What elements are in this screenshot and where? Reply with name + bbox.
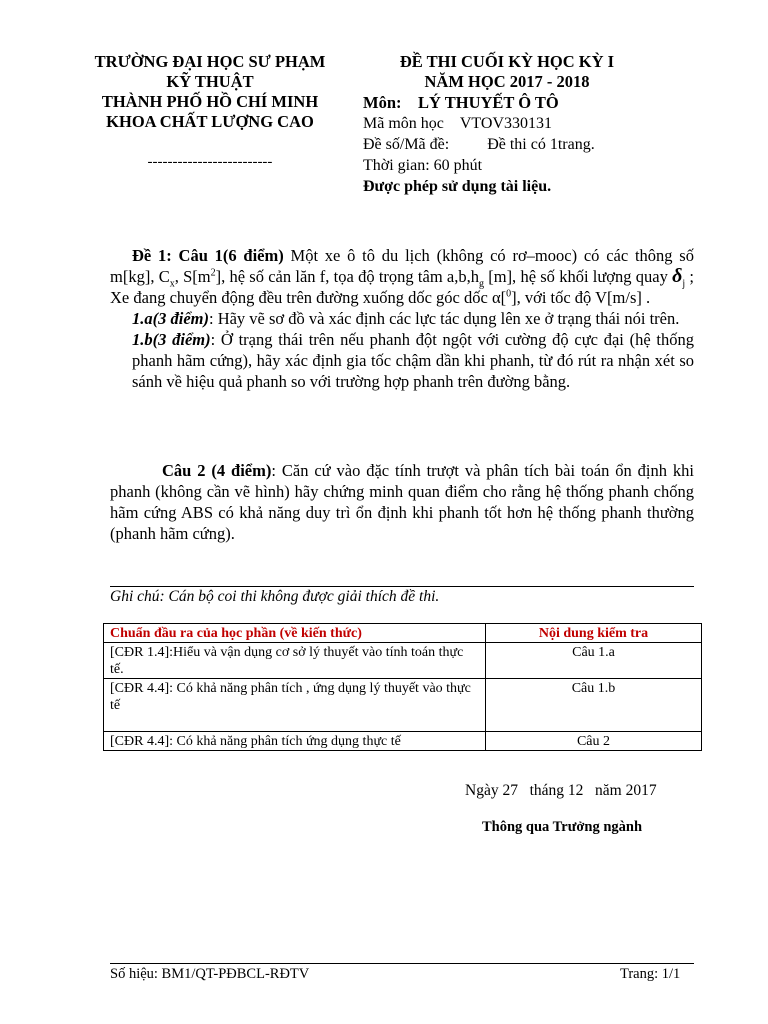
school-header — [70, 52, 350, 172]
subject-label: Môn: — [363, 93, 402, 112]
content-column-header: Nội dung kiểm tra — [486, 624, 702, 643]
document-code: Số hiệu: BM1/QT-PĐBCL-RĐTV — [110, 966, 310, 982]
exam-number-label: Đề số/Mã đề: — [363, 136, 450, 153]
table-header-row — [104, 624, 702, 643]
exam-title — [362, 52, 652, 92]
outcome-cell: [CĐR 1.4]:Hiểu và vận dụng cơ sở lý thuyết vào tính toán thực tế. — [104, 643, 486, 679]
alpha-superscript: 0 — [506, 288, 512, 300]
content-cell: Câu 1.a — [486, 643, 702, 679]
exam-info — [363, 92, 595, 197]
duration: Thời gian: 60 phút — [363, 157, 483, 174]
question-1-text-a: Một xe ô tô du lịch (không có rơ–mooc) có các thông số m[kg], C — [110, 246, 694, 286]
cx-subscript: x — [169, 278, 175, 290]
question-1 — [110, 245, 694, 392]
question-2-body: : Căn cứ vào đặc tính trượt và phân tích bài toán ổn định khi phanh (không cần vẽ hình) hãy chứng minh quan điểm cho rằng hệ thống phanh chống hãm cứng ABS có khả năng duy trì ổn định khi phanh tốt hơn hệ thống phanh thường (phanh hãm cứng). — [110, 461, 694, 543]
question-1-text-e: ; Xe đang chuyển động đều trên đường xuống dốc góc dốc α[ — [110, 267, 694, 307]
course-code-row — [363, 113, 595, 134]
learning-outcomes-table — [103, 623, 702, 751]
school-city-line: THÀNH PHỐ HỒ CHÍ MINH — [101, 92, 319, 111]
outcome-column-header: Chuẩn đầu ra của học phần (về kiến thức) — [104, 624, 486, 643]
course-code: VTOV330131 — [459, 115, 553, 132]
question-1-lead: Đề 1: Câu 1(6 điểm) — [132, 246, 284, 265]
question-2-lead: Câu 2 (4 điểm) — [162, 461, 272, 480]
question-2-text — [110, 460, 694, 544]
exam-date: Ngày 27 tháng 12 năm 2017 — [465, 782, 657, 799]
table-row — [104, 643, 702, 679]
approval-line: Thông qua Trưởng ngành — [482, 819, 643, 835]
delta-symbol: δ — [672, 265, 683, 287]
proctor-note: Ghi chú: Cán bộ coi thi không được giải thích đề thi. — [110, 588, 440, 605]
question-1-text-b: , S[m — [174, 267, 211, 286]
question-1-stem — [110, 245, 694, 308]
question-1a-text: : Hãy vẽ sơ đồ và xác định các lực tác dụng lên xe ở trạng thái nói trên. — [208, 309, 680, 328]
outcome-cell: [CĐR 4.4]: Có khả năng phân tích , ứng dụng lý thuyết vào thực tế — [104, 679, 486, 732]
footer-divider — [110, 963, 694, 964]
question-1b — [110, 329, 694, 392]
question-1-text-c: ], hệ số cản lăn f, tọa độ trọng tâm a,b,h — [215, 267, 479, 286]
header-divider: ------------------------- — [147, 154, 273, 170]
materials-allowed: Được phép sử dụng tài liệu. — [363, 178, 552, 195]
note-divider — [110, 586, 694, 587]
page-count: Đề thi có 1trang. — [487, 136, 595, 153]
table-row — [104, 679, 702, 732]
question-1-text-d: [m], hệ số khối lượng quay — [483, 267, 673, 286]
school-name-line-2: KỸ THUẬT — [166, 72, 254, 91]
exam-title-line-2: NĂM HỌC 2017 - 2018 — [424, 72, 590, 91]
exam-title-line-1: ĐỀ THI CUỐI KỲ HỌC KỲ I — [399, 52, 615, 71]
delta-subscript: j — [682, 278, 686, 290]
outcome-cell: [CĐR 4.4]: Có khả năng phân tích ứng dụng thực tế — [104, 732, 486, 751]
course-code-label: Mã môn học — [363, 115, 444, 132]
s-superscript: 2 — [210, 267, 216, 279]
question-2 — [110, 460, 694, 544]
content-cell: Câu 1.b — [486, 679, 702, 732]
question-1a — [110, 308, 694, 329]
exam-number-row — [363, 134, 595, 155]
question-1a-lead: 1.a(3 điểm) — [132, 309, 209, 328]
subject-name: LÝ THUYẾT Ô TÔ — [418, 93, 559, 112]
content-cell: Câu 2 — [486, 732, 702, 751]
page-number: Trang: 1/1 — [620, 966, 681, 982]
school-name-line-1: TRƯỜNG ĐẠI HỌC SƯ PHẠM — [94, 52, 326, 71]
question-1b-lead: 1.b(3 điểm) — [132, 330, 211, 349]
subject-row — [363, 92, 595, 113]
question-1-text-f: ], với tốc độ V[m/s] . — [511, 288, 651, 307]
faculty-name: KHOA CHẤT LƯỢNG CAO — [106, 112, 314, 131]
hg-subscript: g — [478, 278, 484, 290]
question-1b-text: : Ở trạng thái trên nếu phanh đột ngột với cường độ cực đại (hệ thống phanh hãm cứng), hãy xác định gia tốc chậm dần khi phanh, từ đó rút ra nhận xét so sánh về hiệu quả phanh so với trường hợp phanh trên đường bằng. — [132, 330, 694, 391]
table-row — [104, 732, 702, 751]
